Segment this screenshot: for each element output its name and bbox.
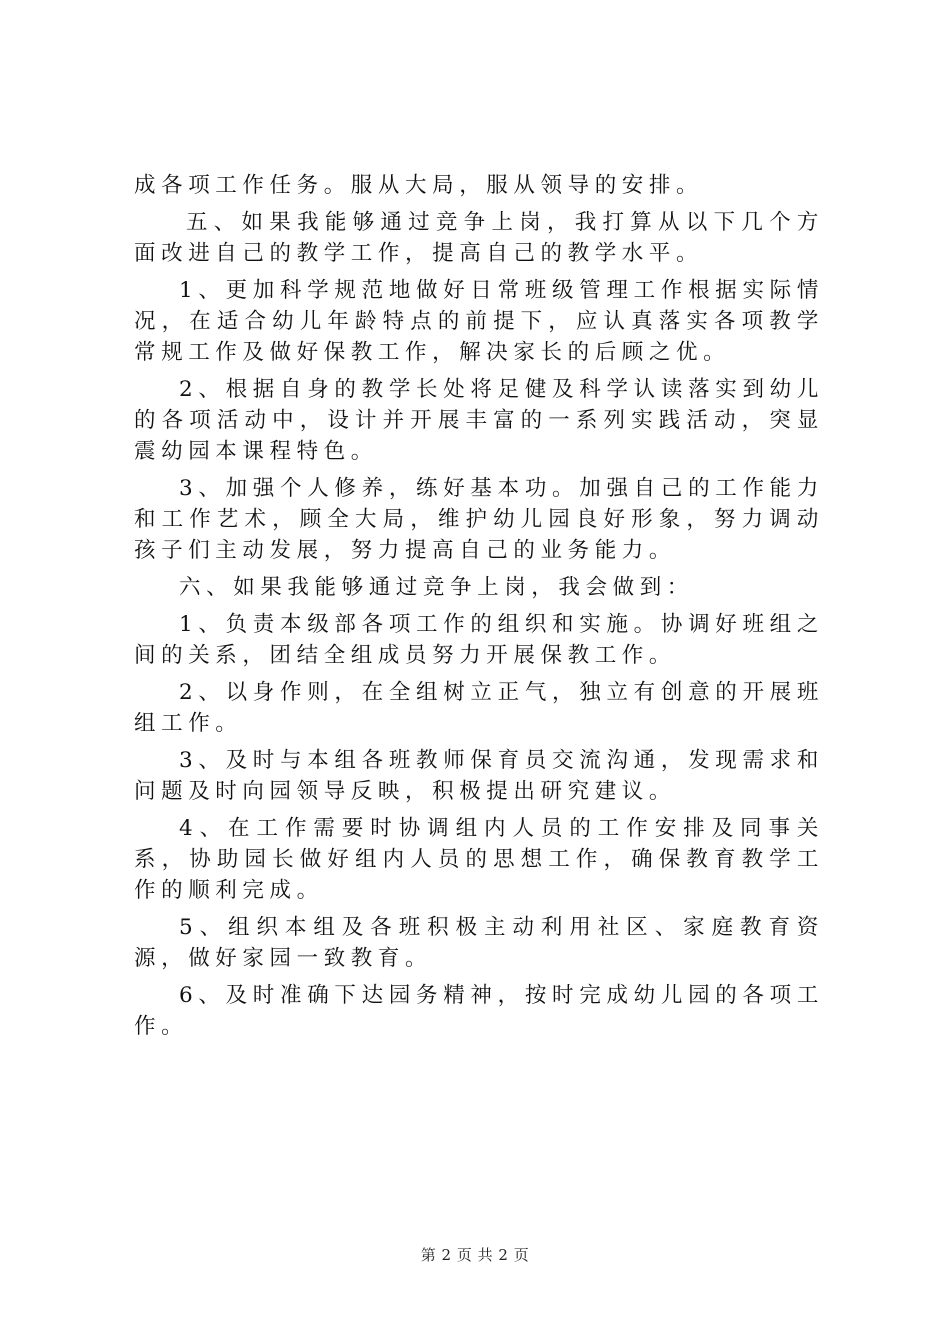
paragraph-12: 6、及时准确下达园务精神，按时完成幼儿园的各项工作。 — [134, 983, 824, 1039]
paragraph-10: 4、在工作需要时协调组内人员的工作安排及同事关系，协助园长做好组内人员的思想工作，确保教育教学工作的顺利完成。 — [134, 816, 824, 903]
paragraph-2: 五、如果我能够通过竞争上岗，我打算从以下几个方面改进自己的教学工作，提高自己的教学水平。 — [134, 210, 824, 266]
paragraph-9: 3、及时与本组各班教师保育员交流沟通，发现需求和问题及时向园领导反映，积极提出研究建议。 — [134, 748, 824, 804]
paragraph-6: 六、如果我能够通过竞争上岗，我会做到： — [179, 575, 694, 600]
paragraph-1: 成各项工作任务。服从大局，服从领导的安排。 — [134, 173, 704, 198]
paragraph-8: 2、以身作则，在全组树立正气，独立有创意的开展班组工作。 — [134, 680, 824, 736]
document-body — [134, 170, 824, 1048]
paragraph-3: 1、更加科学规范地做好日常班级管理工作根据实际情况，在适合幼儿年龄特点的前提下，应认真落实各项教学常规工作及做好保教工作，解决家长的后顾之优。 — [134, 278, 824, 365]
paragraph-11: 5、组织本组及各班积极主动利用社区、家庭教育资源，做好家园一致教育。 — [134, 915, 824, 971]
paragraph-4: 2、根据自身的教学长处将足健及科学认读落实到幼儿的各项活动中，设计并开展丰富的一系列实践活动，突显震幼园本课程特色。 — [134, 377, 824, 464]
paragraph-5: 3、加强个人修养，练好基本功。加强自己的工作能力和工作艺术，顾全大局，维护幼儿园良好形象，努力调动孩子们主动发展，努力提高自己的业务能力。 — [134, 476, 824, 563]
page-footer: 第 2 页 共 2 页 — [420, 1246, 530, 1264]
paragraph-7: 1、负责本级部各项工作的组织和实施。协调好班组之间的关系，团结全组成员努力开展保教工作。 — [134, 612, 824, 668]
